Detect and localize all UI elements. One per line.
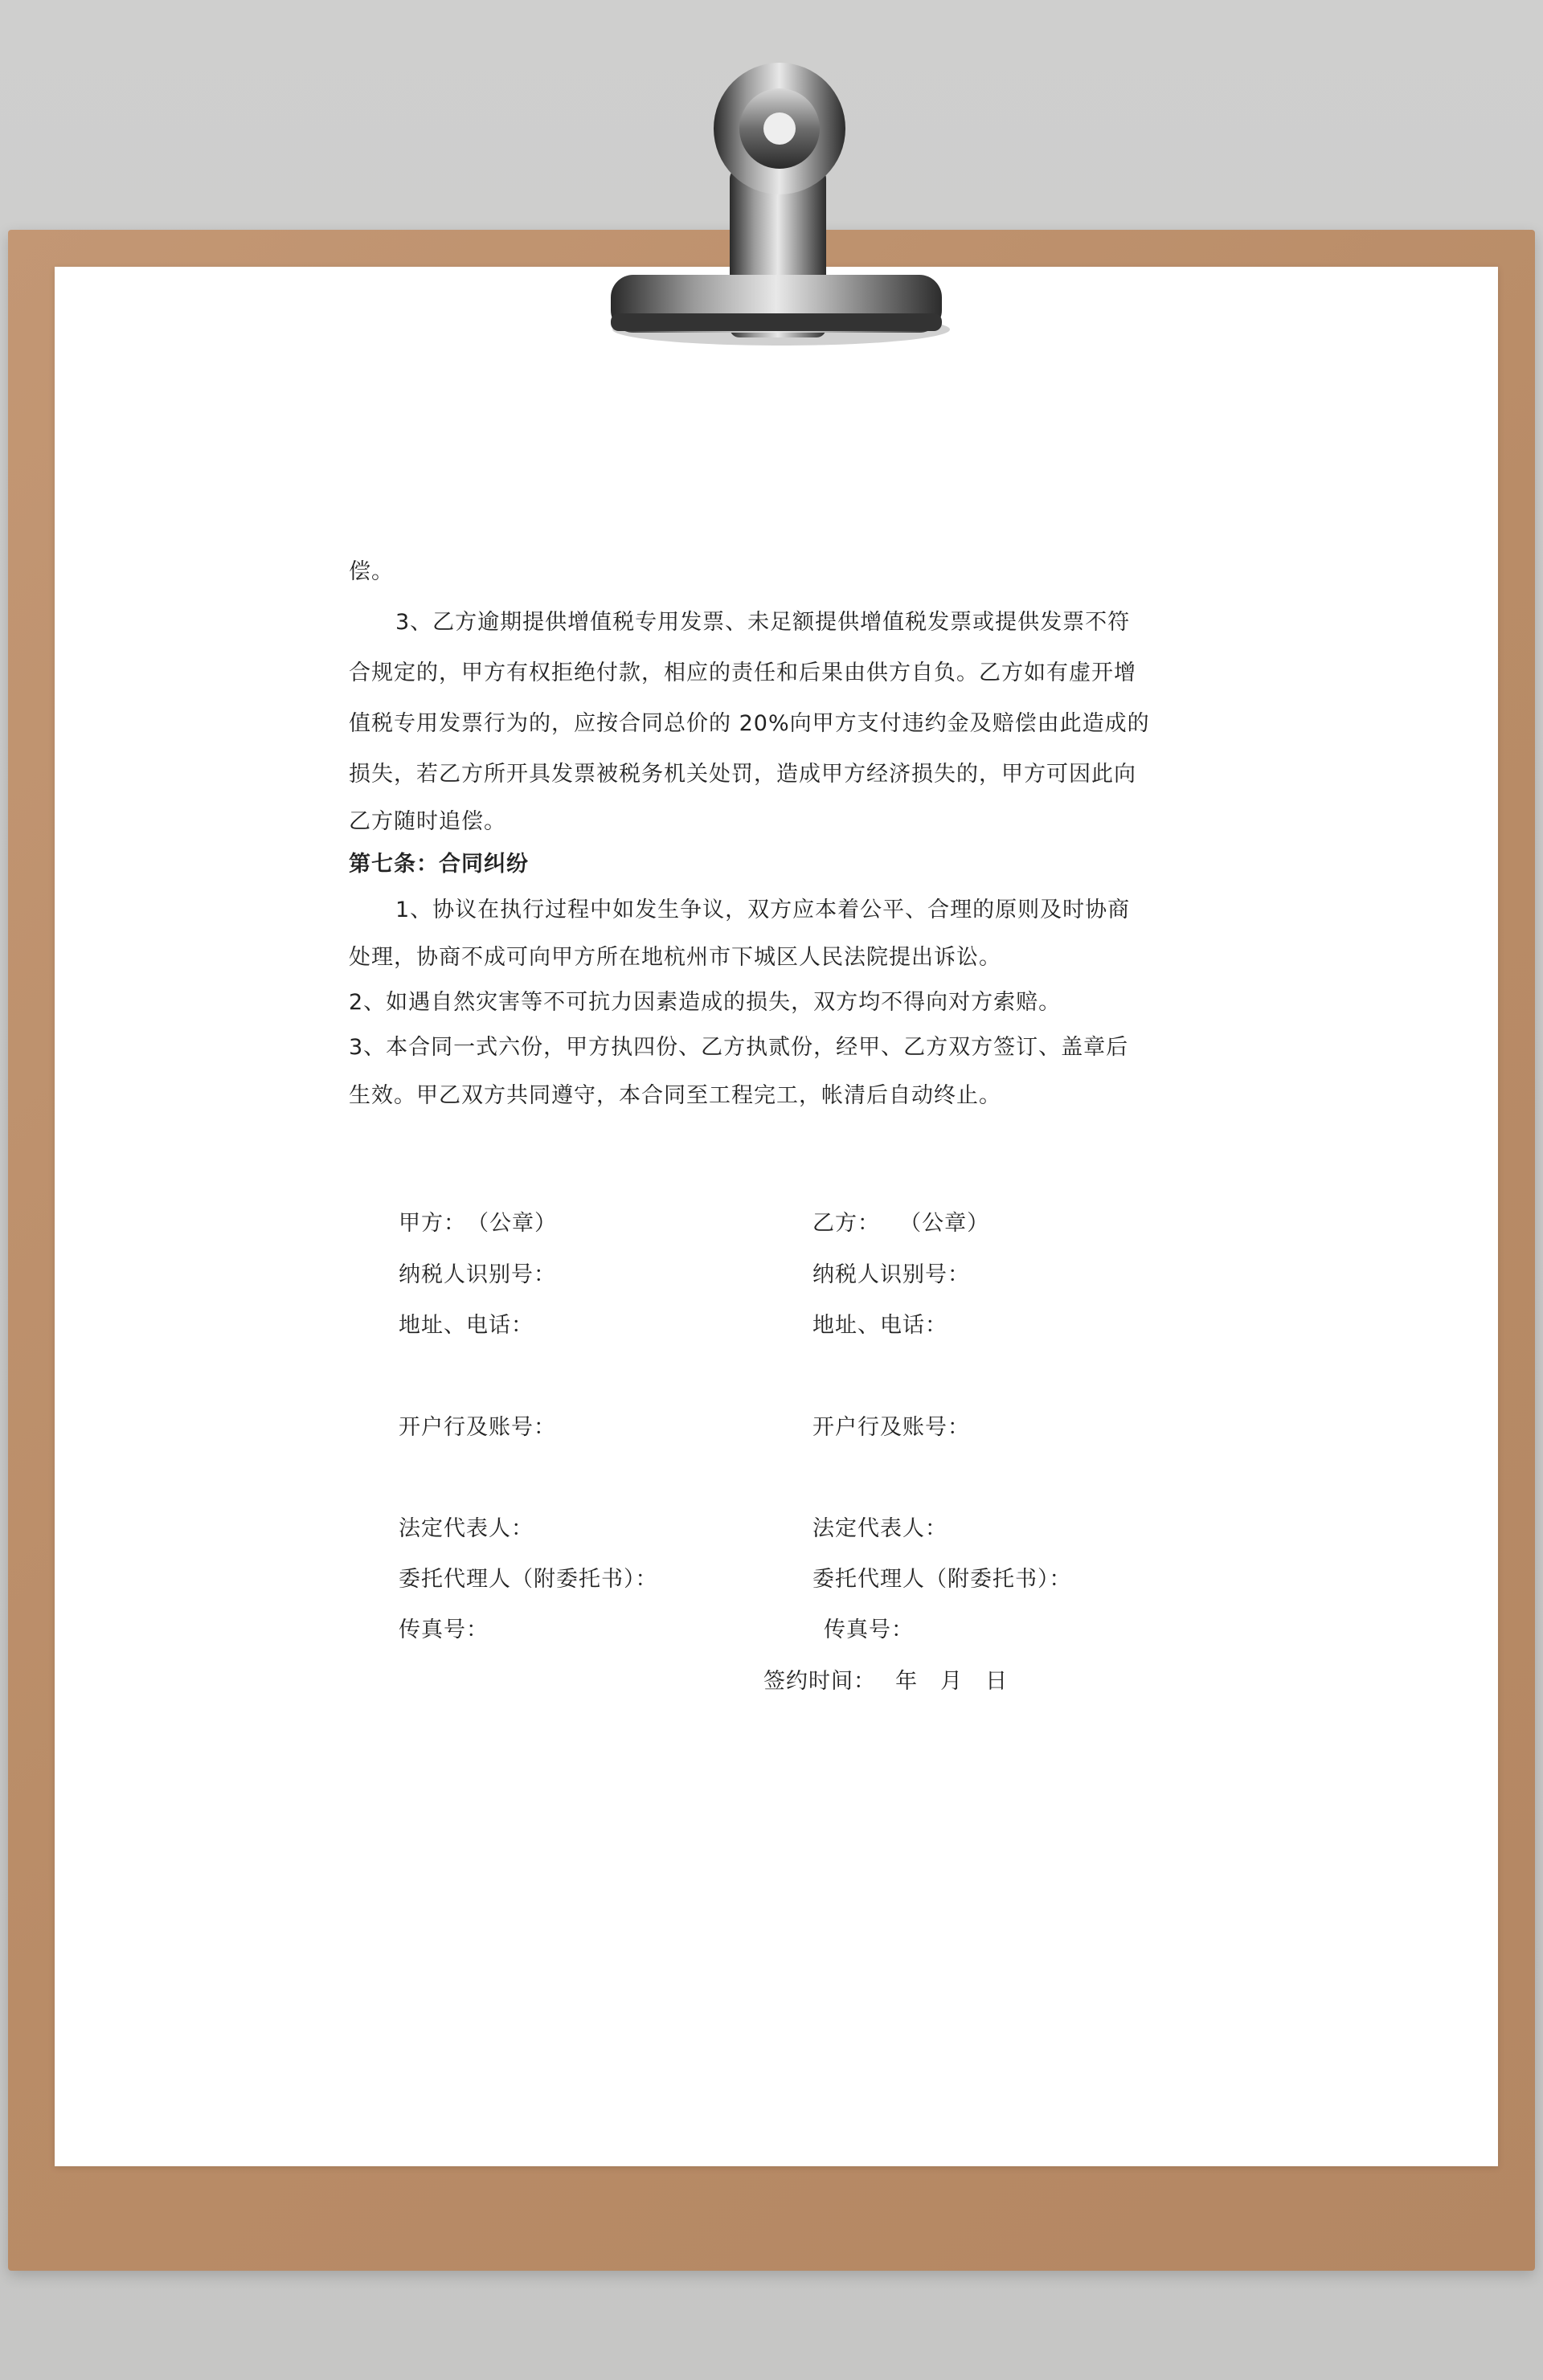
- party-a-legal-rep: 法定代表人：: [399, 1516, 534, 1541]
- party-a-label: 甲方： （公章）: [399, 1211, 557, 1236]
- party-b-agent: 委托代理人（附委托书）：: [812, 1567, 1072, 1592]
- paragraph-line: 3、本合同一式六份，甲方执四份、乙方执贰份，经甲、乙方双方签订、盖章后: [349, 1035, 1129, 1060]
- party-b-fax: 传真号：: [824, 1617, 914, 1642]
- paragraph-line: 损失，若乙方所开具发票被税务机关处罚，造成甲方经济损失的，甲方可因此向: [349, 762, 1136, 787]
- party-a-agent: 委托代理人（附委托书）：: [399, 1567, 658, 1592]
- party-b-label: 乙方： （公章）: [812, 1211, 990, 1236]
- section-title: 第七条：合同纠纷: [349, 852, 529, 877]
- party-a-bank-account: 开户行及账号：: [399, 1415, 556, 1440]
- paragraph-line: 1、协议在执行过程中如发生争议，双方应本着公平、合理的原则及时协商: [395, 898, 1131, 922]
- party-b-legal-rep: 法定代表人：: [812, 1516, 947, 1541]
- paragraph-line: 3、乙方逾期提供增值税专用发票、未足额提供增值税发票或提供发票不符: [395, 610, 1131, 635]
- paragraph-line: 合规定的，甲方有权拒绝付款，相应的责任和后果由供方自负。乙方如有虚开增: [349, 660, 1136, 685]
- sign-date: 签约时间： 年 月 日: [763, 1669, 1009, 1694]
- paragraph-line: 2、如遇自然灾害等不可抗力因素造成的损失，双方均不得向对方索赔。: [349, 990, 1062, 1015]
- contract-text: [349, 546, 1193, 1121]
- party-b-address-phone: 地址、电话：: [812, 1313, 947, 1338]
- paragraph-line: 偿。: [349, 559, 394, 584]
- party-b-bank-account: 开户行及账号：: [812, 1415, 970, 1440]
- party-a-address-phone: 地址、电话：: [399, 1313, 534, 1338]
- party-a-tax-id: 纳税人识别号：: [399, 1262, 556, 1287]
- party-b-tax-id: 纳税人识别号：: [812, 1262, 970, 1287]
- paragraph-line: 值税专用发票行为的，应按合同总价的 20%向甲方支付违约金及赔偿由此造成的: [349, 711, 1150, 736]
- paragraph-line: 处理，协商不成可向甲方所在地杭州市下城区人民法院提出诉讼。: [349, 945, 1001, 970]
- paragraph-line: 乙方随时追偿。: [349, 809, 506, 834]
- paragraph-line: 生效。甲乙双方共同遵守，本合同至工程完工，帐清后自动终止。: [349, 1083, 1001, 1108]
- binder-clip-icon: [579, 48, 956, 354]
- party-a-fax: 传真号：: [399, 1617, 489, 1642]
